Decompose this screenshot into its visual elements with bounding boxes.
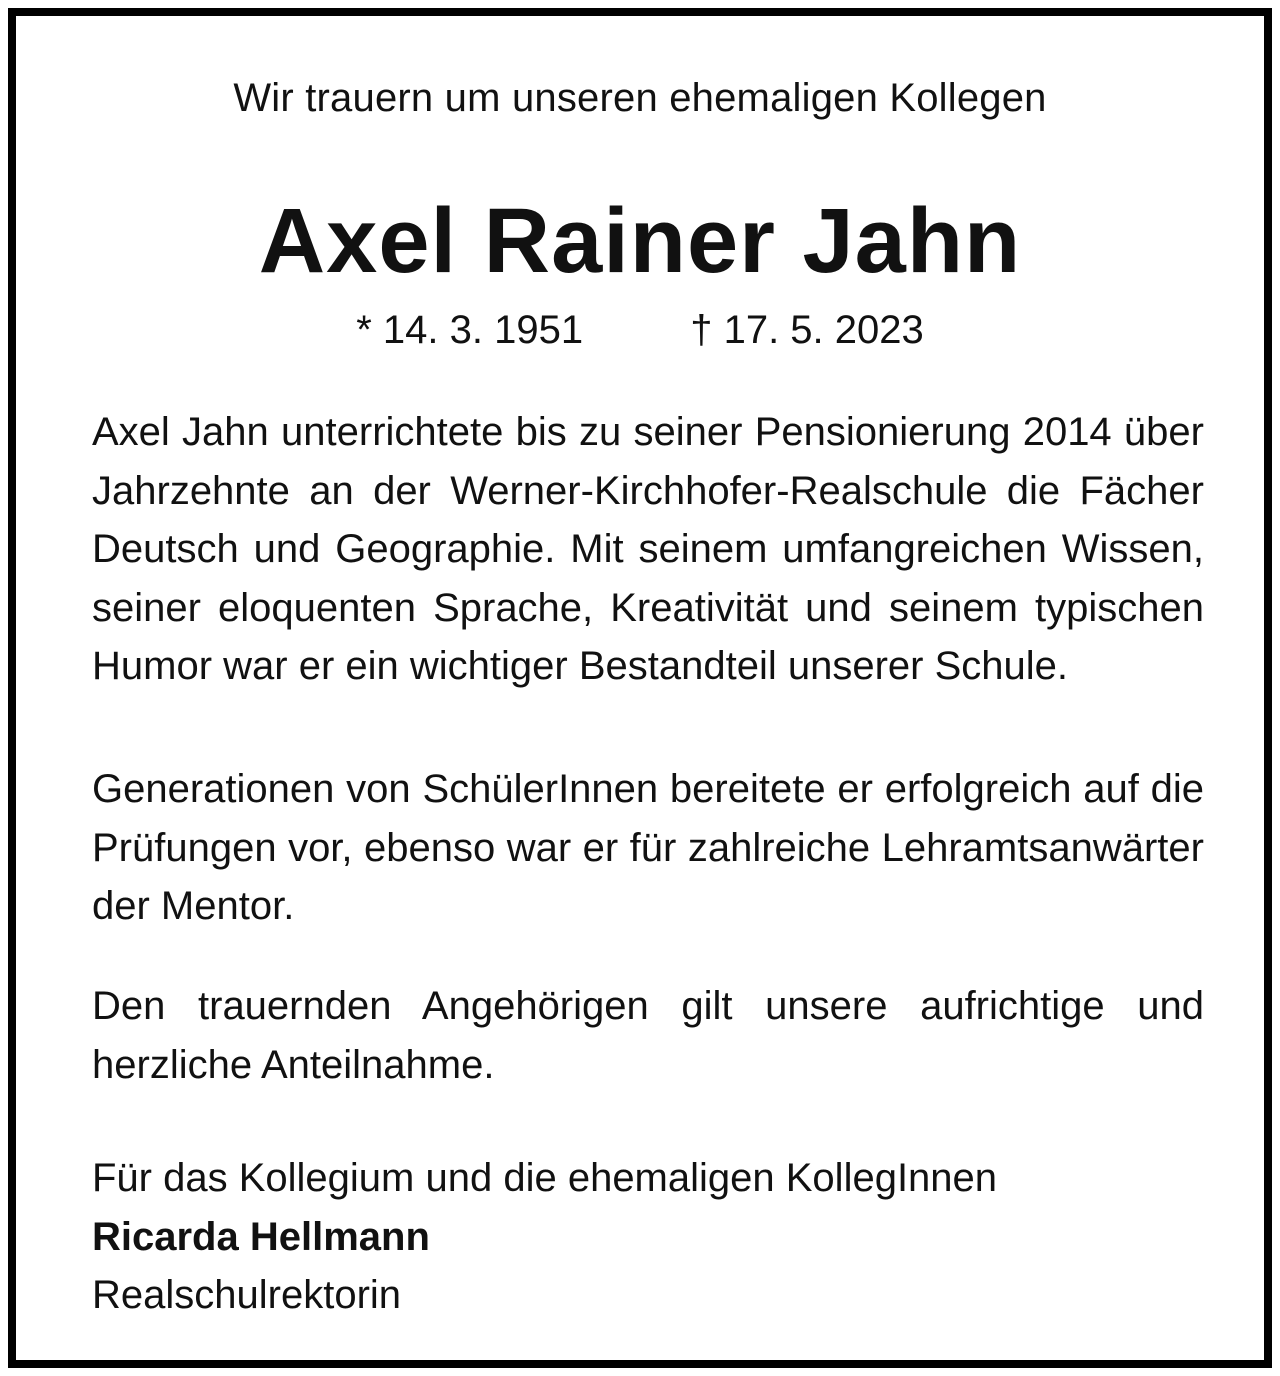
obituary-frame (8, 8, 1272, 1368)
life-dates (16, 308, 1264, 353)
signer-title: Realschulrektorin (92, 1273, 402, 1317)
deceased-name: Axel Rainer Jahn (258, 190, 1022, 292)
signoff-block (92, 1149, 1204, 1325)
signer-name: Ricarda Hellmann (92, 1214, 430, 1259)
tribute-paragraph-1: Axel Jahn unterrichtete bis zu seiner Pensionierung 2014 über Jahrzehnte an der Werner-Kirchhofer-Realschule die Fächer Deutsch und Geographie. Mit seinem umfangreichen Wissen, seiner eloquenten Sprache, Kreativität und seinem typischen Humor war er ein wichtiger Bestandteil unserer Schule. (92, 410, 1204, 688)
death-date: † 17. 5. 2023 (690, 308, 924, 352)
signoff-line: Für das Kollegium und die ehemaligen KollegInnen (92, 1156, 998, 1200)
intro-line: Wir trauern um unseren ehemaligen Kollegen (233, 76, 1047, 120)
birth-date: * 14. 3. 1951 (356, 308, 584, 352)
tribute-paragraph-2: Generationen von SchülerInnen bereitete er erfolgreich auf die Prüfungen vor, ebenso war er für zahlreiche Lehramtsanwärter der Mentor. (92, 767, 1204, 928)
condolence-paragraph: Den trauernden Angehörigen gilt unsere aufrichtige und herzliche Anteilnahme. (92, 984, 1204, 1087)
